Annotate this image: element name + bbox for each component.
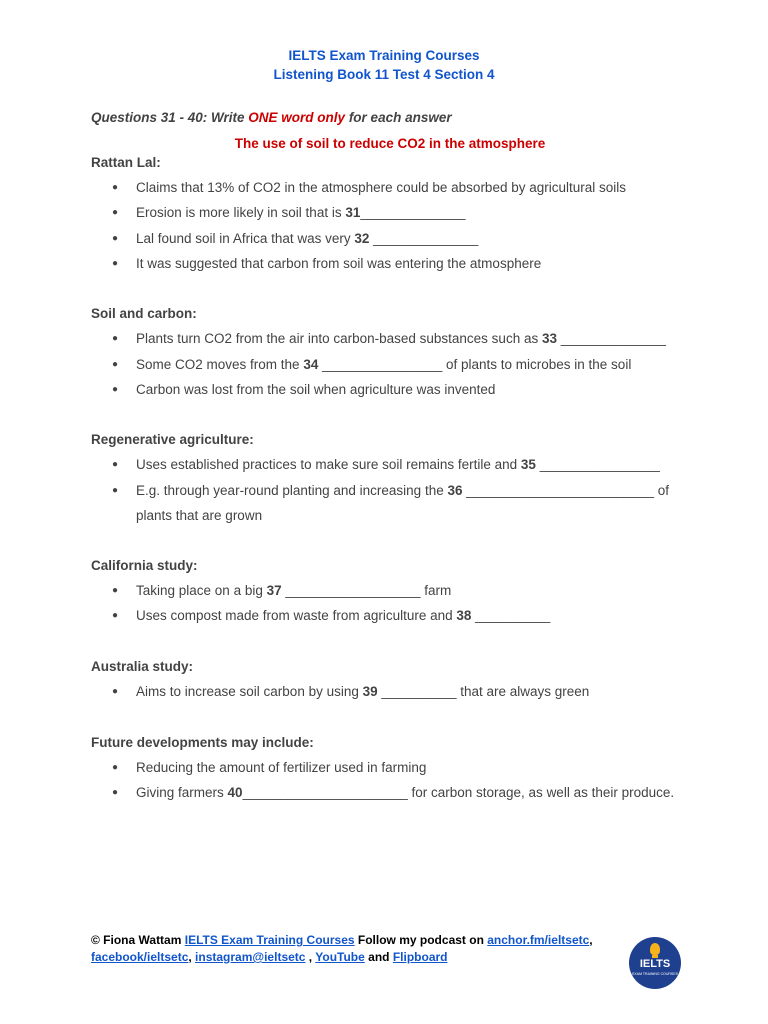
bullet-icon: ● (112, 258, 119, 269)
answer-blank: ______________________ for carbon storage, as well as their produce. (242, 785, 675, 800)
question-number: 34 (303, 357, 319, 372)
answer-blank: __________ that are always green (377, 684, 590, 699)
logo-subtext: EXAM TRAINING COURSES (632, 972, 678, 976)
page-header (0, 46, 768, 84)
question-number: 39 (362, 684, 378, 699)
question-number: 31 (345, 205, 361, 220)
page-footer (91, 932, 593, 966)
flipboard-link[interactable]: Flipboard (392, 950, 448, 964)
header-line-1: IELTS Exam Training Courses (288, 48, 480, 63)
question-number: 32 (354, 231, 370, 246)
answer-blank: ______________ (360, 205, 466, 220)
bullet-icon: ● (112, 459, 119, 470)
bullet-icon: ● (112, 787, 119, 798)
youtube-link[interactable]: YouTube (315, 950, 365, 964)
answer-blank: ________________ of plants to microbes in the soil (318, 357, 632, 372)
lightbulb-icon (650, 943, 660, 955)
bullet-icon: ● (112, 182, 119, 193)
bullet-icon: ● (112, 207, 119, 218)
bullet-icon: ● (112, 333, 119, 344)
bullet-icon: ● (112, 485, 119, 496)
bullet-icon: ● (112, 233, 119, 244)
question-number: 33 (541, 331, 557, 346)
section-heading-soil-carbon: Soil and carbon: (91, 306, 197, 321)
bullet-icon: ● (112, 762, 119, 773)
ielts-logo (629, 937, 681, 989)
instructions-prefix: Questions 31 - 40: Write (91, 110, 249, 125)
anchor-link[interactable]: anchor.fm/ieltsetc (487, 933, 590, 947)
bullet-icon: ● (112, 686, 119, 697)
footer-line-1: © Fiona Wattam IELTS Exam Training Courses Follow my podcast on anchor.fm/ieltsetc, (91, 933, 593, 947)
answer-blank: _________________________ of plants that are grown (136, 483, 669, 523)
document-title: The use of soil to reduce CO2 in the atmosphere (234, 136, 546, 151)
footer-line-2: facebook/ieltsetc, instagram@ieltsetc , YouTube and Flipboard (91, 950, 448, 964)
bullet-icon: ● (112, 384, 119, 395)
instructions (91, 110, 452, 125)
bullet-icon: ● (112, 610, 119, 621)
facebook-link[interactable]: facebook/ieltsetc (91, 950, 189, 964)
answer-blank: __________________ farm (281, 583, 452, 598)
section-heading-future-developments: Future developments may include: (91, 735, 314, 750)
answer-blank: ______________ (557, 331, 666, 346)
question-number: 38 (456, 608, 472, 623)
answer-blank: ________________ (535, 457, 660, 472)
question-number: 35 (520, 457, 536, 472)
instagram-link[interactable]: instagram@ieltsetc (195, 950, 306, 964)
courses-link[interactable]: IELTS Exam Training Courses (184, 933, 355, 947)
question-number: 40 (227, 785, 243, 800)
section-heading-australia-study: Australia study: (91, 659, 194, 674)
question-number: 37 (266, 583, 282, 598)
answer-blank: ______________ (369, 231, 479, 246)
instructions-suffix: for each answer (345, 110, 452, 125)
copyright-text: © Fiona Wattam (91, 933, 185, 947)
answer-blank: __________ (471, 608, 551, 623)
section-heading-regenerative-agriculture: Regenerative agriculture: (91, 432, 254, 447)
question-number: 36 (447, 483, 463, 498)
header-line-2: Listening Book 11 Test 4 Section 4 (273, 67, 495, 82)
instructions-emphasis: ONE word only (248, 110, 346, 125)
logo-text: IELTS (639, 958, 671, 970)
section-heading-rattan-lal: Rattan Lal: (91, 155, 161, 170)
bullet-icon: ● (112, 585, 119, 596)
bullet-icon: ● (112, 359, 119, 370)
section-heading-california-study: California study: (91, 558, 198, 573)
